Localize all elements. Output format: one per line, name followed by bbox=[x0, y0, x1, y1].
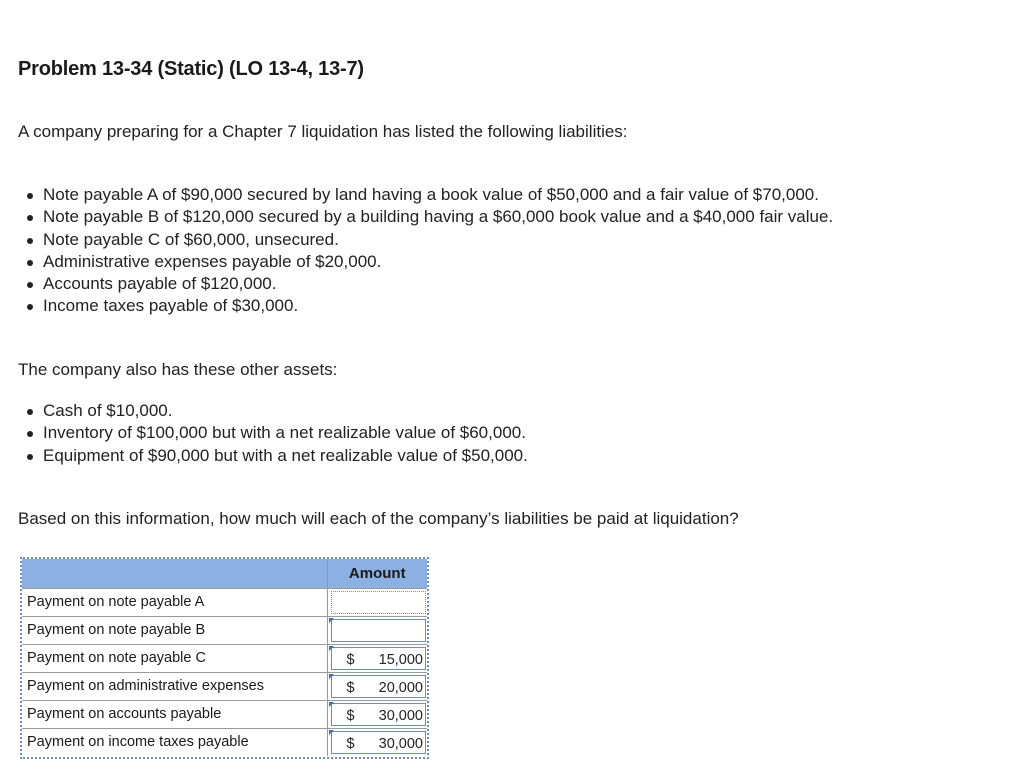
note-c-amount-input[interactable] bbox=[331, 647, 427, 670]
currency-symbol: $ bbox=[346, 707, 355, 724]
row-label-note-b: Payment on note payable B bbox=[22, 616, 327, 644]
note-c-amount-cell[interactable] bbox=[327, 644, 427, 672]
liability-item: Accounts payable of $120,000. bbox=[18, 273, 833, 295]
assets-intro-text: The company also has these other assets: bbox=[18, 360, 338, 379]
accounts-payable-amount-input[interactable] bbox=[331, 703, 427, 726]
assets-list bbox=[18, 400, 528, 467]
intro-text: A company preparing for a Chapter 7 liquidation has listed the following liabilities: bbox=[18, 122, 628, 141]
asset-item: Inventory of $100,000 but with a net realizable value of $60,000. bbox=[18, 422, 528, 444]
currency-symbol: $ bbox=[346, 679, 355, 696]
flag-marker-icon bbox=[329, 674, 334, 679]
note-a-amount-input[interactable] bbox=[331, 591, 427, 614]
asset-item: Equipment of $90,000 but with a net realizable value of $50,000. bbox=[18, 445, 528, 467]
header-blank-cell bbox=[22, 559, 327, 588]
note-b-amount-input[interactable] bbox=[331, 619, 427, 642]
flag-marker-icon bbox=[329, 730, 334, 735]
problem-title: Problem 13-34 (Static) (LO 13-4, 13-7) bbox=[18, 58, 364, 80]
accounts-payable-amount-cell[interactable] bbox=[327, 700, 427, 728]
flag-marker-icon bbox=[329, 702, 334, 707]
answer-table bbox=[20, 557, 429, 759]
liability-item: Note payable B of $120,000 secured by a building having a $60,000 book value and a $40,000 fair value. bbox=[18, 206, 833, 228]
amount-value: 30,000 bbox=[378, 735, 423, 752]
flag-marker-icon bbox=[329, 618, 334, 623]
liability-item: Income taxes payable of $30,000. bbox=[18, 295, 833, 317]
amount-header: Amount bbox=[327, 559, 427, 588]
currency-symbol: $ bbox=[346, 651, 355, 668]
liability-item: Note payable C of $60,000, unsecured. bbox=[18, 229, 833, 251]
row-label-income-taxes: Payment on income taxes payable bbox=[22, 728, 327, 756]
liability-item: Administrative expenses payable of $20,000. bbox=[18, 251, 833, 273]
income-taxes-amount-cell[interactable] bbox=[327, 728, 427, 756]
note-a-amount-cell[interactable] bbox=[327, 588, 427, 616]
liabilities-list bbox=[18, 184, 833, 318]
income-taxes-amount-input[interactable] bbox=[331, 731, 427, 755]
note-b-amount-cell[interactable] bbox=[327, 616, 427, 644]
admin-expenses-amount-cell[interactable] bbox=[327, 672, 427, 700]
amount-value: 20,000 bbox=[378, 679, 423, 696]
row-label-note-c: Payment on note payable C bbox=[22, 644, 327, 672]
asset-item: Cash of $10,000. bbox=[18, 400, 528, 422]
amount-value: 30,000 bbox=[378, 707, 423, 724]
amount-value: 15,000 bbox=[378, 651, 423, 668]
row-label-note-a: Payment on note payable A bbox=[22, 588, 327, 616]
liability-item: Note payable A of $90,000 secured by land having a book value of $50,000 and a fair value of $70,000. bbox=[18, 184, 833, 206]
currency-symbol: $ bbox=[346, 735, 355, 752]
question-text: Based on this information, how much will each of the company’s liabilities be paid at liquidation? bbox=[18, 509, 739, 528]
row-label-accounts-payable: Payment on accounts payable bbox=[22, 700, 327, 728]
row-label-admin-expenses: Payment on administrative expenses bbox=[22, 672, 327, 700]
flag-marker-icon bbox=[329, 646, 334, 651]
admin-expenses-amount-input[interactable] bbox=[331, 675, 427, 698]
